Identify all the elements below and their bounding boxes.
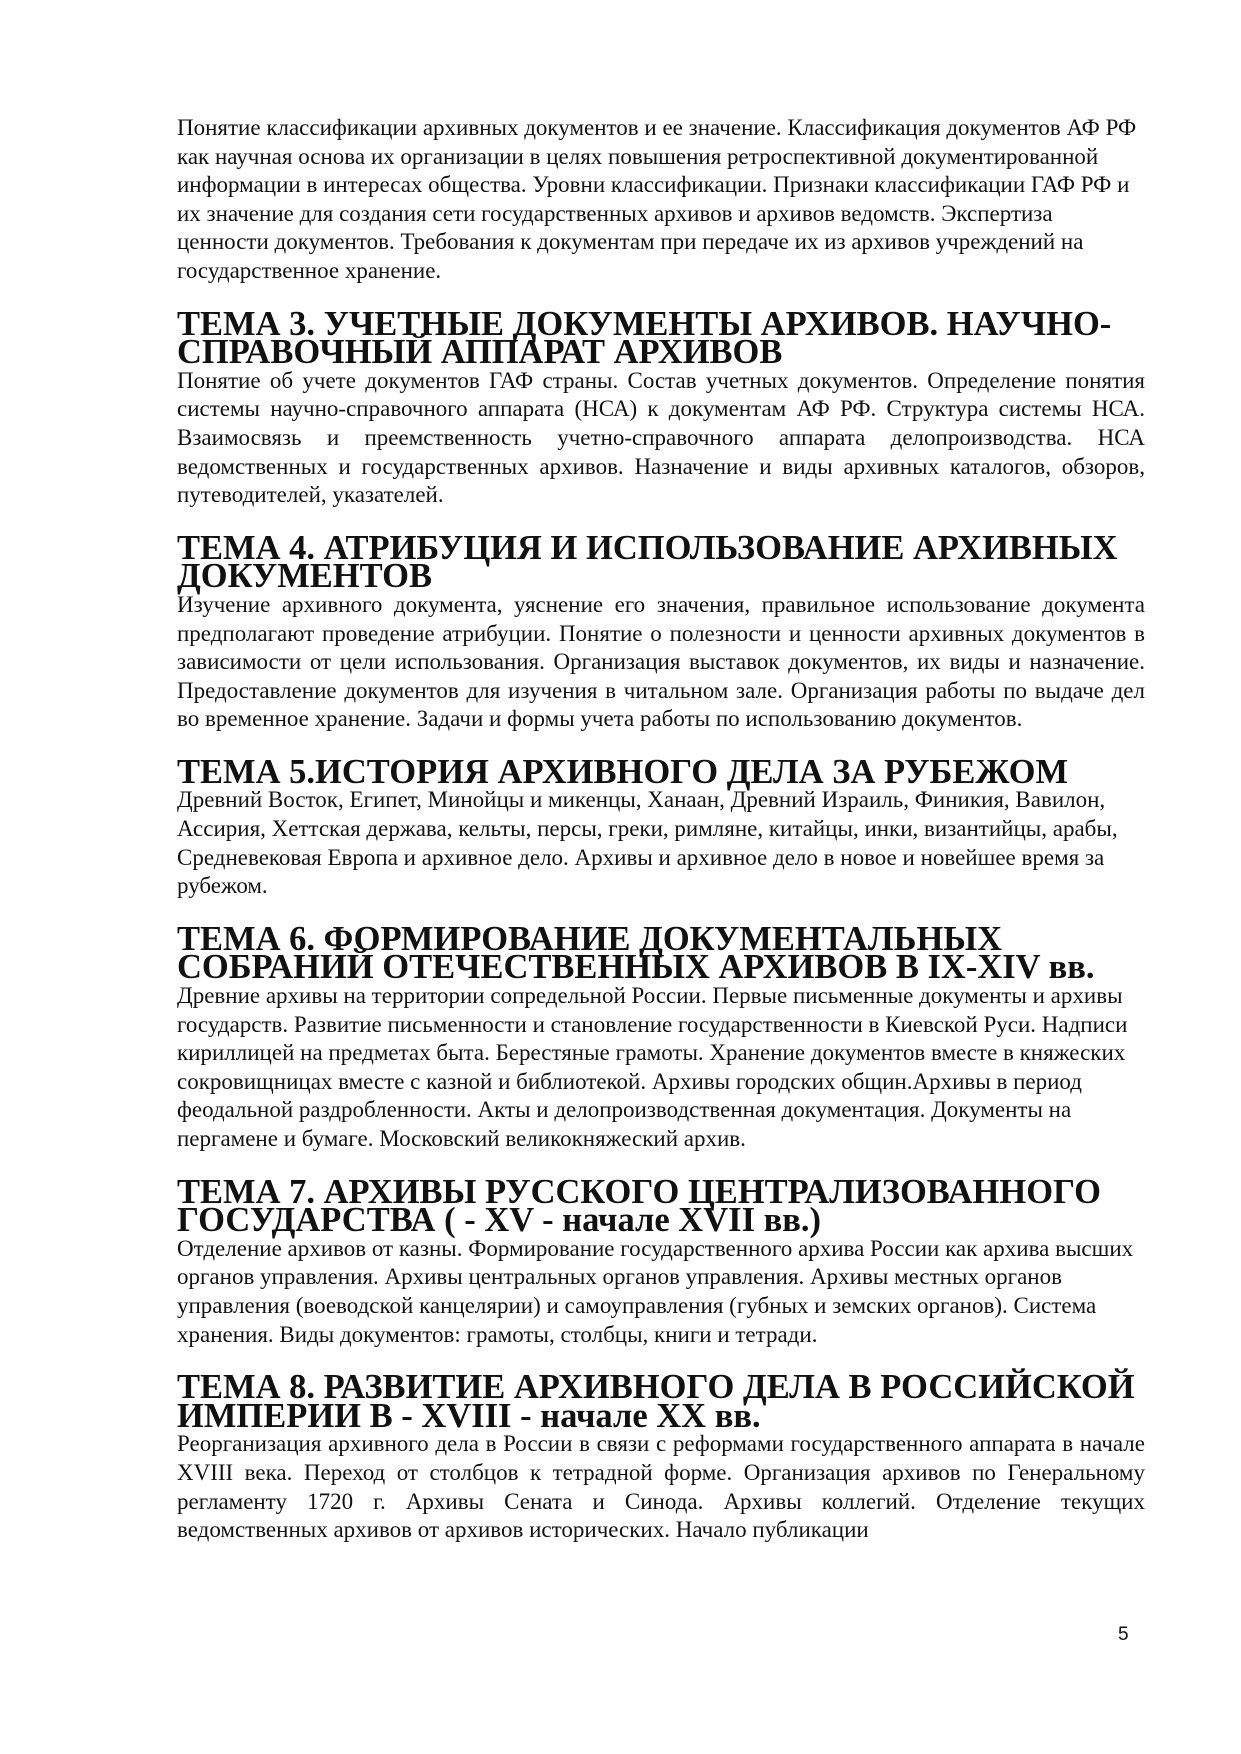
section-topic-3 bbox=[177, 304, 1145, 510]
section-heading: ТЕМА 5.ИСТОРИЯ АРХИВНОГО ДЕЛА ЗА РУБЕЖОМ bbox=[177, 752, 1069, 791]
section-body: Отделение архивов от казны. Формирование государственного архива России как архива высших органов управления. Архивы центральных органов управления. Архивы местных органов управления (воеводской канцелярии) и самоуправления (губных и земских органов). Система хранения. Виды документов: грамоты, столбцы, книги и тетради. bbox=[177, 1235, 1134, 1347]
section-body: Реорганизация архивного дела в России в связи с реформами государственного аппарата в начале XVIII века. Переход от столбцов к тетрадной форме. Организация архивов по Генеральному регламенту 1720 г. Архивы Сената и Синода. Архивы коллегий. Отделение текущих ведомственных архивов от архивов исторических. Начало публикации bbox=[177, 1431, 1145, 1543]
section-heading: ТЕМА 3. УЧЕТНЫЕ ДОКУМЕНТЫ АРХИВОВ. НАУЧНО-СПРАВОЧНЫЙ АППАРАТ АРХИВОВ bbox=[177, 304, 1112, 372]
document-page bbox=[177, 114, 1145, 1545]
section-topic-4 bbox=[177, 528, 1145, 734]
section-topic-8 bbox=[177, 1368, 1145, 1545]
section-topic-7 bbox=[177, 1172, 1145, 1350]
section-body: Древний Восток, Египет, Минойцы и микенцы, Ханаан, Древний Израиль, Финикия, Вавилон, Ассирия, Хеттская держава, кельты, персы, греки, римляне, китайцы, инки, византийцы, арабы, Средневековая Европа и архивное дело. Архивы и архивное дело в новое и новейшее время за рубежом. bbox=[177, 787, 1118, 899]
intro-paragraph: Понятие классификации архивных документов и ее значение. Классификация документов АФ РФ как научная основа их организации в целях повышения ретроспективной документированной информации в интересах общества. Уровни классификации. Признаки классификации ГАФ РФ и их значение для создания сети государственных архивов и архивов ведомств. Экспертиза ценности документов. Требования к документам при передаче их из архивов учреждений на государственное хранение. bbox=[177, 115, 1137, 283]
section-body: Древние архивы на территории сопредельной России. Первые письменные документы и архивы государств. Развитие письменности и становление государственности в Киевской Руси. Надписи кириллицей на предметах быта. Берестяные грамоты. Хранение документов вместе в княжеских сокровищницах вместе с казной и библиотекой. Архивы городских общин.Архивы в период феодальной раздробленности. Акты и делопроизводственная документация. Документы на пергамене и бумаге. Московский великокняжеский архив. bbox=[177, 983, 1128, 1151]
section-body: Изучение архивного документа, уяснение его значения, правильное использование документа предполагают проведение атрибуции. Понятие о полезности и ценности архивных документов в зависимости от цели использования. Организация выставок документов, их виды и назначение. Предоставление документов для изучения в читальном зале. Организация работы по выдаче дел во временное хранение. Задачи и формы учета работы по использованию документов. bbox=[177, 591, 1145, 732]
section-heading: ТЕМА 4. АТРИБУЦИЯ И ИСПОЛЬЗОВАНИЕ АРХИВНЫХ ДОКУМЕНТОВ bbox=[177, 528, 1118, 596]
section-heading: ТЕМА 8. РАЗВИТИЕ АРХИВНОГО ДЕЛА В РОССИЙСКОЙ ИМПЕРИИ В - XVIII - начале XX вв. bbox=[177, 1368, 1135, 1435]
section-body: Понятие об учете документов ГАФ страны. Состав учетных документов. Определение понятия системы научно-справочного аппарата (НСА) к документам АФ РФ. Структура системы НСА. Взаимосвязь и преемственность учетно-справочного аппарата делопроизводства. НСА ведомственных и государственных архивов. Назначение и виды архивных каталогов, обзоров, путеводителей, указателей. bbox=[177, 367, 1145, 508]
page-number: 5 bbox=[1118, 1624, 1129, 1645]
section-topic-6 bbox=[177, 919, 1145, 1154]
section-topic-5 bbox=[177, 752, 1145, 901]
section-heading: ТЕМА 6. ФОРМИРОВАНИЕ ДОКУМЕНТАЛЬНЫХ СОБРАНИЙ ОТЕЧЕСТВЕННЫХ АРХИВОВ В IX-XIV вв. bbox=[177, 919, 1095, 987]
section-heading: ТЕМА 7. АРХИВЫ РУССКОГО ЦЕНТРАЛИЗОВАННОГО ГОСУДАРСТВА ( - XV - начале XVII вв.) bbox=[177, 1172, 1101, 1240]
